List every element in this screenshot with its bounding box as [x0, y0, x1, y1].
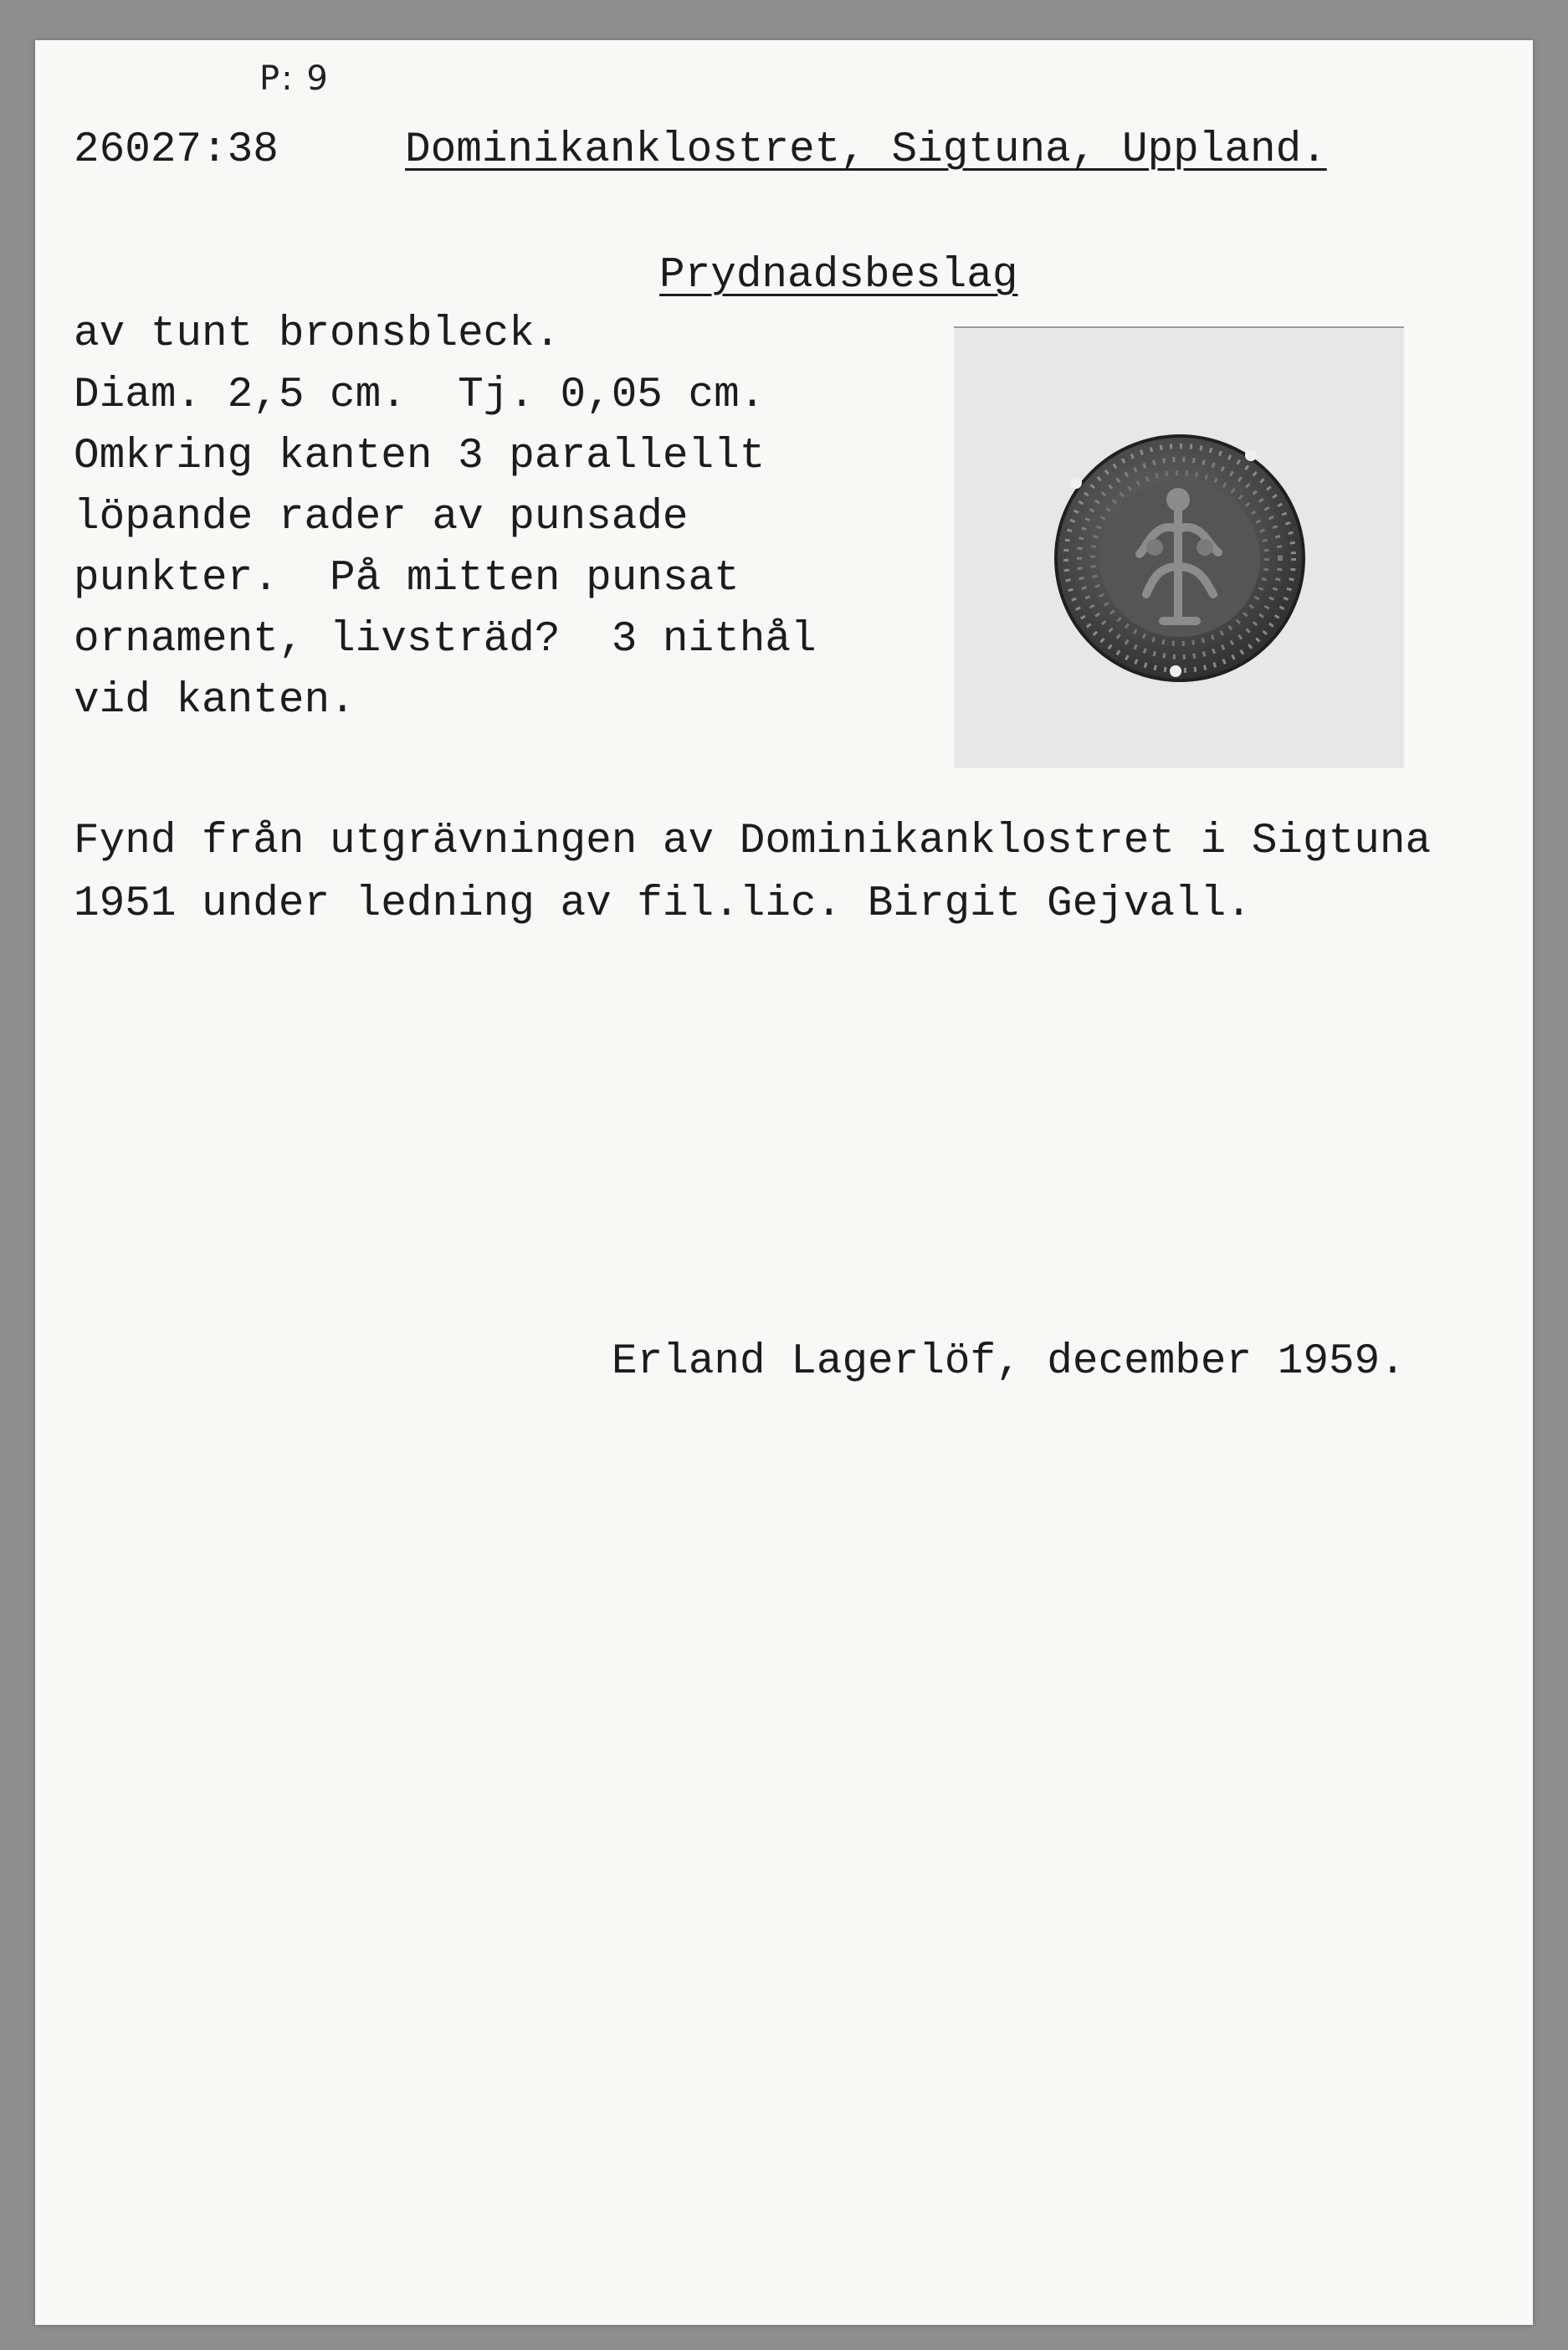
- description-line: Diam. 2,5 cm. Tj. 0,05 cm.: [74, 372, 766, 419]
- signature: Erland Lagerlöf, december 1959.: [612, 1338, 1406, 1386]
- find-info-line: 1951 under ledning av fil.lic. Birgit Gejvall.: [74, 880, 1252, 928]
- description-line: ornament, livsträd? 3 nithål: [74, 616, 817, 664]
- site-heading: Dominikanklostret, Sigtuna, Uppland.: [405, 126, 1327, 174]
- catalog-card: [35, 40, 1533, 2325]
- description-line: löpande rader av punsade: [74, 494, 689, 541]
- description-line: vid kanten.: [74, 677, 356, 725]
- bronze-mount-image: [954, 328, 1404, 768]
- description-line: punkter. På mitten punsat: [74, 555, 740, 603]
- find-info-line: Fynd från utgrävningen av Dominikanklostret i Sigtuna: [74, 818, 1432, 865]
- object-photo: [954, 326, 1404, 768]
- description-line: Omkring kanten 3 parallellt: [74, 433, 766, 480]
- catalog-number: 26027:38: [74, 126, 279, 174]
- handwritten-annotation: P: 9: [259, 59, 330, 98]
- object-title: Prydnadsbeslag: [659, 252, 1018, 300]
- description-line: av tunt bronsbleck.: [74, 310, 561, 358]
